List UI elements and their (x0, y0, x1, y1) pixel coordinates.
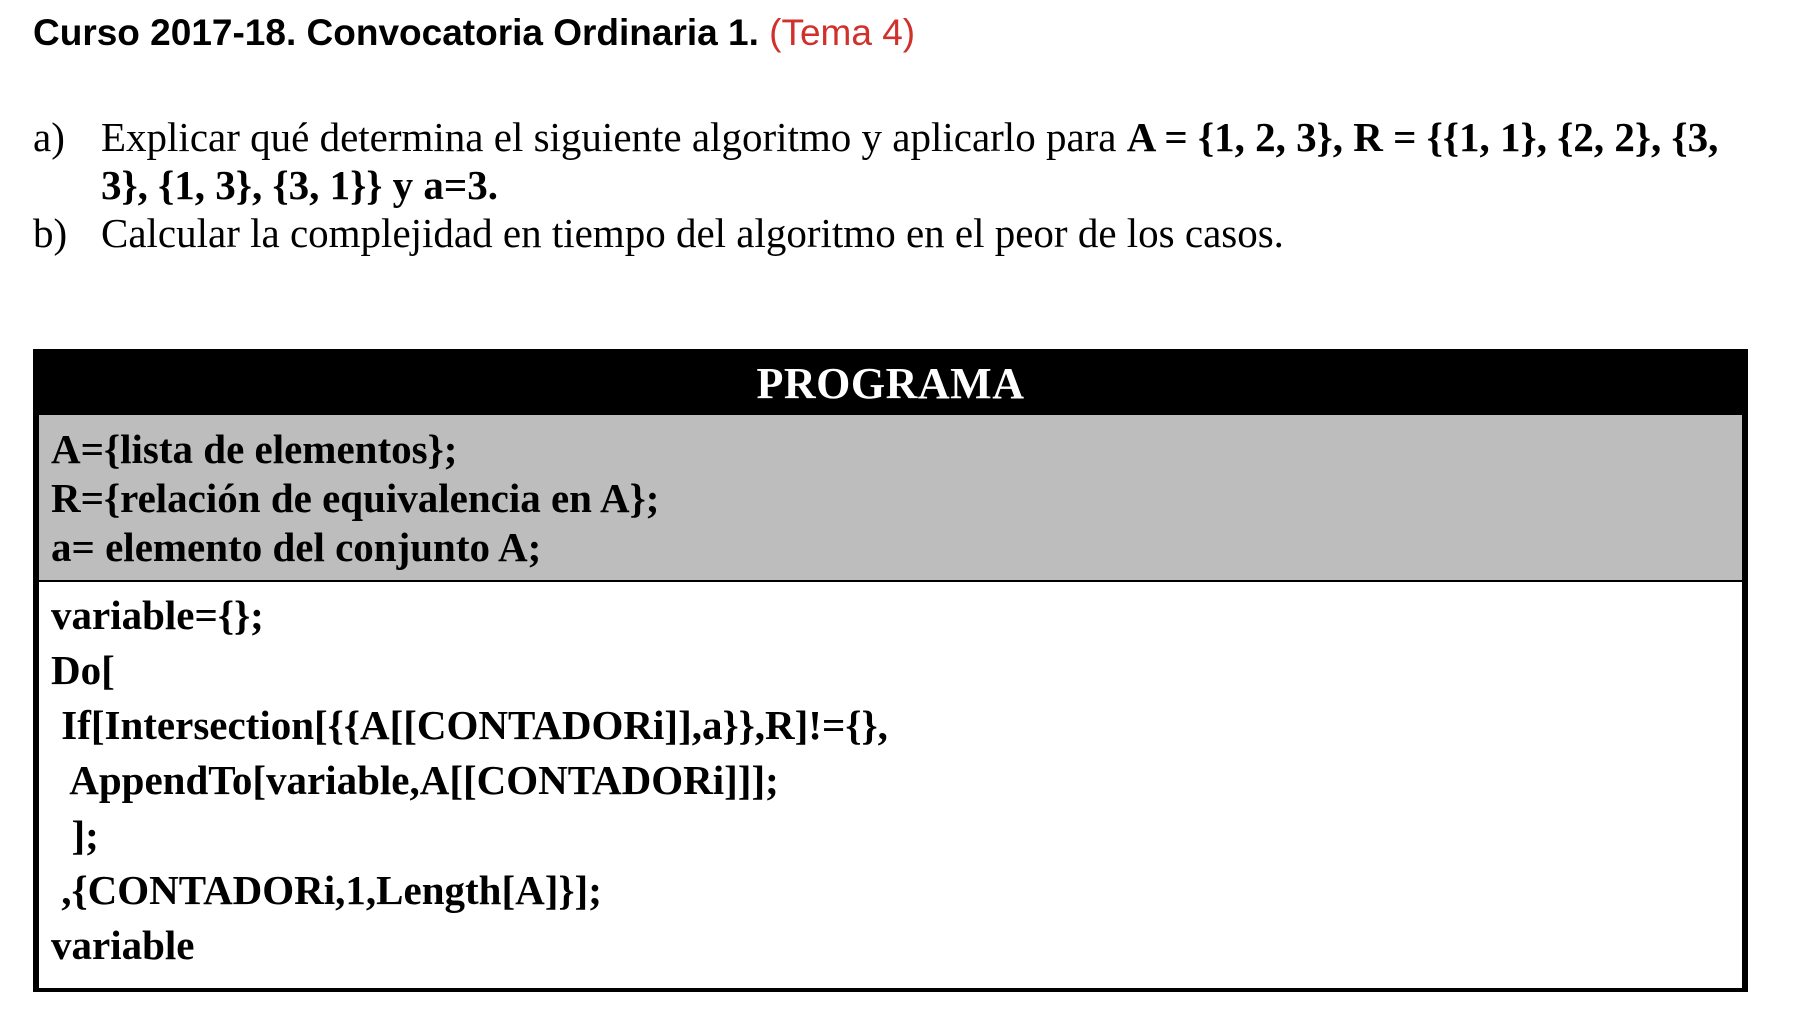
input-line: R={relación de equivalencia en A}; (51, 475, 660, 521)
program-inputs (39, 415, 1742, 582)
program-code (39, 582, 1742, 973)
question-text (101, 113, 1773, 209)
code-line: ,{CONTADORi,1,Length[A]}]; (51, 867, 602, 913)
question-text: Calcular la complejidad en tiempo del algoritmo en el peor de los casos. (101, 210, 1284, 256)
topic-label: (Tema 4) (769, 12, 916, 53)
question-list (33, 113, 1773, 257)
page-header (33, 8, 915, 58)
code-line: variable (51, 922, 195, 968)
program-box (33, 349, 1748, 992)
code-line: variable={}; (51, 592, 264, 638)
question-marker: a) (33, 114, 65, 160)
question-a-sets: A = {1, 2, 3}, R = {{1, 1}, {2, 2}, {3, 3}, {1, 3}, {3, 1}} y a=3. (101, 114, 1719, 208)
program-title: PROGRAMA (39, 353, 1742, 415)
question-b (33, 209, 1773, 257)
input-line: a= elemento del conjunto A; (51, 524, 542, 570)
code-line: AppendTo[variable,A[[CONTADORi]]]; (51, 757, 779, 803)
code-line: Do[ (51, 647, 115, 693)
code-line: If[Intersection[{{A[[CONTADORi]],a}},R]!={}, (51, 702, 888, 748)
question-a (33, 113, 1773, 209)
question-a-intro: Explicar qué determina el siguiente algoritmo y aplicarlo para (101, 114, 1127, 160)
exam-title: Curso 2017-18. Convocatoria Ordinaria 1. (33, 12, 759, 53)
question-marker: b) (33, 210, 68, 256)
code-line: ]; (51, 812, 99, 858)
input-line: A={lista de elementos}; (51, 426, 458, 472)
